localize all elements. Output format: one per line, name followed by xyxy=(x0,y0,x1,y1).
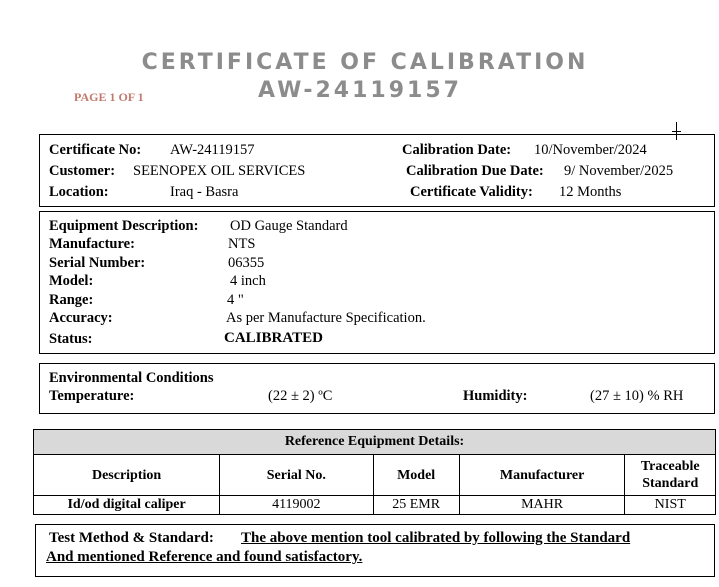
equipment-desc-label: Equipment Description: xyxy=(49,218,199,234)
model-label: Model: xyxy=(49,273,94,289)
manufacture-label: Manufacture: xyxy=(49,236,135,252)
method-label: Test Method & Standard: xyxy=(49,530,214,546)
accuracy-value: As per Manufacture Specification. xyxy=(226,310,426,326)
humidity-value: (27 ± 10) % RH xyxy=(590,388,684,404)
col-manufacturer: Manufacturer xyxy=(459,455,625,496)
col-model: Model xyxy=(373,455,459,496)
location-label: Location: xyxy=(49,184,109,200)
cal-date-label: Calibration Date: xyxy=(402,142,512,158)
serial-label: Serial Number: xyxy=(49,255,146,271)
due-date-label: Calibration Due Date: xyxy=(406,163,544,179)
reference-table xyxy=(33,429,716,515)
cert-no-value: AW-24119157 xyxy=(170,142,255,158)
validity-label: Certificate Validity: xyxy=(410,184,533,200)
cell-serial: 4119002 xyxy=(220,496,373,515)
reference-heading: Reference Equipment Details: xyxy=(34,430,716,455)
serial-value: 06355 xyxy=(228,255,265,271)
cell-traceable: NIST xyxy=(625,496,716,515)
humidity-label: Humidity: xyxy=(463,388,528,404)
cell-model: 25 EMR xyxy=(373,496,459,515)
manufacture-value: NTS xyxy=(228,236,256,252)
model-value: 4 inch xyxy=(230,273,266,289)
accuracy-label: Accuracy: xyxy=(49,310,113,326)
temperature-value: (22 ± 2) ºC xyxy=(268,388,333,404)
environment-heading: Environmental Conditions xyxy=(49,370,214,386)
range-label: Range: xyxy=(49,292,94,308)
cert-no-label: Certificate No: xyxy=(49,142,142,158)
range-value: 4 " xyxy=(227,292,244,308)
method-text-line2: And mentioned Reference and found satisfactory. xyxy=(46,549,363,565)
col-traceable: Traceable Standard xyxy=(625,455,716,496)
equipment-desc-value: OD Gauge Standard xyxy=(230,218,348,234)
cell-manufacturer: MAHR xyxy=(459,496,625,515)
method-text-line1: The above mention tool calibrated by following the Standard xyxy=(241,530,631,546)
customer-label: Customer: xyxy=(49,163,116,179)
table-row xyxy=(34,496,716,515)
status-label: Status: xyxy=(49,331,93,347)
certificate-title: CERTIFICATE OF CALIBRATION xyxy=(141,50,589,75)
validity-value: 12 Months xyxy=(559,184,622,200)
cell-description: Id/od digital caliper xyxy=(34,496,220,515)
col-description: Description xyxy=(34,455,220,496)
col-serial: Serial No. xyxy=(220,455,373,496)
location-value: Iraq - Basra xyxy=(170,184,239,200)
certificate-number-title: AW-24119157 xyxy=(258,78,462,103)
status-value: CALIBRATED xyxy=(224,330,323,346)
page-number: PAGE 1 OF 1 xyxy=(74,90,144,104)
due-date-value: 9/ November/2025 xyxy=(564,163,674,179)
cal-date-value: 10/November/2024 xyxy=(534,142,647,158)
customer-value: SEENOPEX OIL SERVICES xyxy=(133,163,306,179)
text-cursor-icon xyxy=(676,122,677,140)
temperature-label: Temperature: xyxy=(49,388,135,404)
